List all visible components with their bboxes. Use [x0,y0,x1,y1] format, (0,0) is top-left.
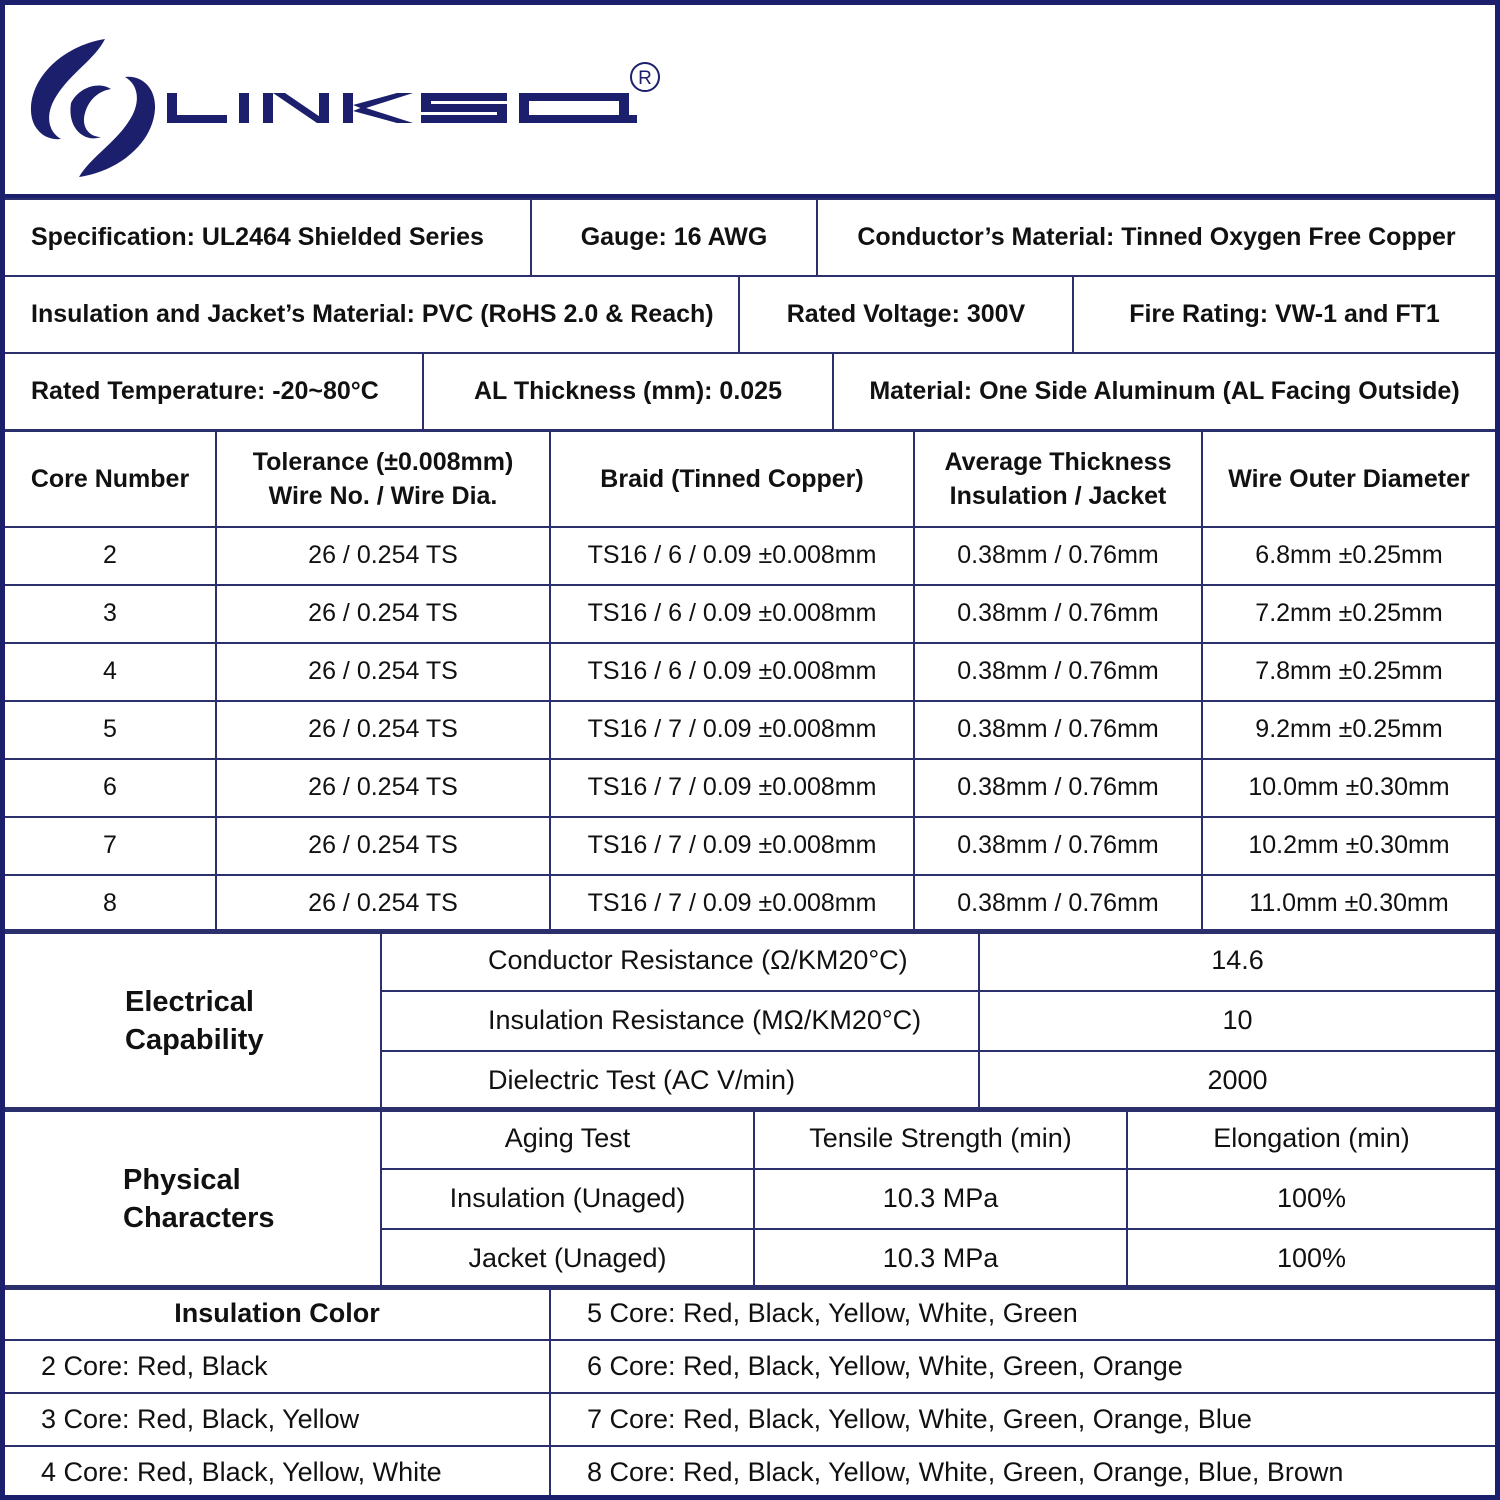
dielectric-test-value: 2000 [979,1051,1495,1111]
insulation-color-header: Insulation Color [5,1287,550,1340]
thickness: 0.38mm / 0.76mm [914,643,1202,701]
header-core-number: Core Number [5,431,216,527]
insulation-color-table [5,1285,1495,1500]
header-braid: Braid (Tinned Copper) [550,431,914,527]
registered-mark-letter: R [638,68,652,89]
physical-group-label [5,1109,381,1289]
group-label-line1: Physical [123,1163,241,1196]
header-elongation: Elongation (min) [1127,1109,1495,1169]
braid: TS16 / 7 / 0.09 ±0.008mm [550,759,914,817]
spec-fire-rating: Fire Rating: VW-1 and FT1 [1073,276,1495,353]
color-7-core: 7 Core: Red, Black, Yellow, White, Green, Orange, Blue [550,1393,1495,1446]
braid: TS16 / 7 / 0.09 ±0.008mm [550,817,914,875]
thickness: 0.38mm / 0.76mm [914,527,1202,585]
swirl-logo-icon [31,39,155,177]
spec-row-3 [5,352,1495,431]
thickness: 0.38mm / 0.76mm [914,585,1202,643]
braid: TS16 / 6 / 0.09 ±0.008mm [550,527,914,585]
wire-dia: 26 / 0.254 TS [216,875,550,933]
core-number: 5 [5,701,216,759]
color-8-core: 8 Core: Red, Black, Yellow, White, Green, Orange, Blue, Brown [550,1446,1495,1499]
outer-diameter: 9.2mm ±0.25mm [1202,701,1495,759]
table-row [5,527,1495,585]
insulation-resistance-value: 10 [979,991,1495,1051]
core-table-header [5,431,1495,527]
linksq-wordmark [167,93,637,123]
tensile-strength: 10.3 MPa [754,1229,1127,1289]
outer-diameter: 10.2mm ±0.30mm [1202,817,1495,875]
table-row [5,1109,1495,1169]
wire-dia: 26 / 0.254 TS [216,701,550,759]
spec-row-2 [5,275,1495,354]
core-number: 2 [5,527,216,585]
spec-conductor-material: Conductor’s Material: Tinned Oxygen Free Copper [817,199,1495,276]
thickness: 0.38mm / 0.76mm [914,701,1202,759]
thickness: 0.38mm / 0.76mm [914,759,1202,817]
wire-dia: 26 / 0.254 TS [216,585,550,643]
spec-specification: Specification: UL2464 Shielded Series [5,199,531,276]
table-row [5,1393,1495,1446]
table-row [5,931,1495,991]
elongation: 100% [1127,1169,1495,1229]
conductor-resistance-value: 14.6 [979,931,1495,991]
electrical-table [5,929,1495,1112]
spec-insulation-material: Insulation and Jacket’s Material: PVC (RoHS 2.0 & Reach) [5,276,739,353]
group-label-line2: Characters [123,1201,275,1234]
outer-diameter: 7.2mm ±0.25mm [1202,585,1495,643]
header-tensile-strength: Tensile Strength (min) [754,1109,1127,1169]
table-row [5,759,1495,817]
header-tolerance-line1: Tolerance (±0.008mm) [252,447,514,476]
outer-diameter: 6.8mm ±0.25mm [1202,527,1495,585]
thickness: 0.38mm / 0.76mm [914,875,1202,933]
wire-dia: 26 / 0.254 TS [216,759,550,817]
group-label-line1: Electrical [125,985,254,1018]
table-row [5,817,1495,875]
outer-diameter: 10.0mm ±0.30mm [1202,759,1495,817]
electrical-group-label [5,931,381,1111]
insulation-resistance-label: Insulation Resistance (MΩ/KM20°C) [381,991,979,1051]
wire-dia: 26 / 0.254 TS [216,527,550,585]
braid: TS16 / 6 / 0.09 ±0.008mm [550,585,914,643]
braid: TS16 / 7 / 0.09 ±0.008mm [550,701,914,759]
physical-table [5,1107,1495,1290]
braid: TS16 / 6 / 0.09 ±0.008mm [550,643,914,701]
spec-rated-temperature: Rated Temperature: -20~80°C [5,353,423,430]
core-number: 6 [5,759,216,817]
header-tolerance-line2: Wire No. / Wire Dia. [268,481,498,510]
group-label-line2: Capability [125,1023,264,1056]
table-row [5,701,1495,759]
color-2-core: 2 Core: Red, Black [5,1340,550,1393]
header-thickness-line2: Insulation / Jacket [949,481,1167,510]
header-thickness-line1: Average Thickness [944,447,1172,476]
conductor-resistance-label: Conductor Resistance (Ω/KM20°C) [381,931,979,991]
spec-rated-voltage: Rated Voltage: 300V [739,276,1073,353]
dielectric-test-label: Dielectric Test (AC V/min) [381,1051,979,1111]
core-number: 7 [5,817,216,875]
spec-al-thickness: AL Thickness (mm): 0.025 [423,353,833,430]
table-row [5,1287,1495,1340]
outer-diameter: 11.0mm ±0.30mm [1202,875,1495,933]
braid: TS16 / 7 / 0.09 ±0.008mm [550,875,914,933]
core-number: 3 [5,585,216,643]
wire-dia: 26 / 0.254 TS [216,643,550,701]
header-average-thickness [914,431,1202,527]
header-aging-test: Aging Test [381,1109,754,1169]
core-number: 4 [5,643,216,701]
wire-dia: 26 / 0.254 TS [216,817,550,875]
spec-shield-material: Material: One Side Aluminum (AL Facing Outside) [833,353,1495,430]
table-row [5,875,1495,933]
header-outer-diameter: Wire Outer Diameter [1202,431,1495,527]
spec-row-1 [5,198,1495,277]
elongation: 100% [1127,1229,1495,1289]
thickness: 0.38mm / 0.76mm [914,817,1202,875]
header-tolerance [216,431,550,527]
table-row [5,643,1495,701]
core-table [5,429,1495,934]
core-number: 8 [5,875,216,933]
table-row [5,1340,1495,1393]
linksq-logo [27,33,687,183]
spec-gauge: Gauge: 16 AWG [531,199,817,276]
table-row [5,585,1495,643]
aging-test: Insulation (Unaged) [381,1169,754,1229]
color-5-core: 5 Core: Red, Black, Yellow, White, Green [550,1287,1495,1340]
outer-diameter: 7.8mm ±0.25mm [1202,643,1495,701]
table-row [5,1446,1495,1499]
color-6-core: 6 Core: Red, Black, Yellow, White, Green, Orange [550,1340,1495,1393]
header [5,5,1495,194]
aging-test: Jacket (Unaged) [381,1229,754,1289]
color-3-core: 3 Core: Red, Black, Yellow [5,1393,550,1446]
tensile-strength: 10.3 MPa [754,1169,1127,1229]
color-4-core: 4 Core: Red, Black, Yellow, White [5,1446,550,1499]
